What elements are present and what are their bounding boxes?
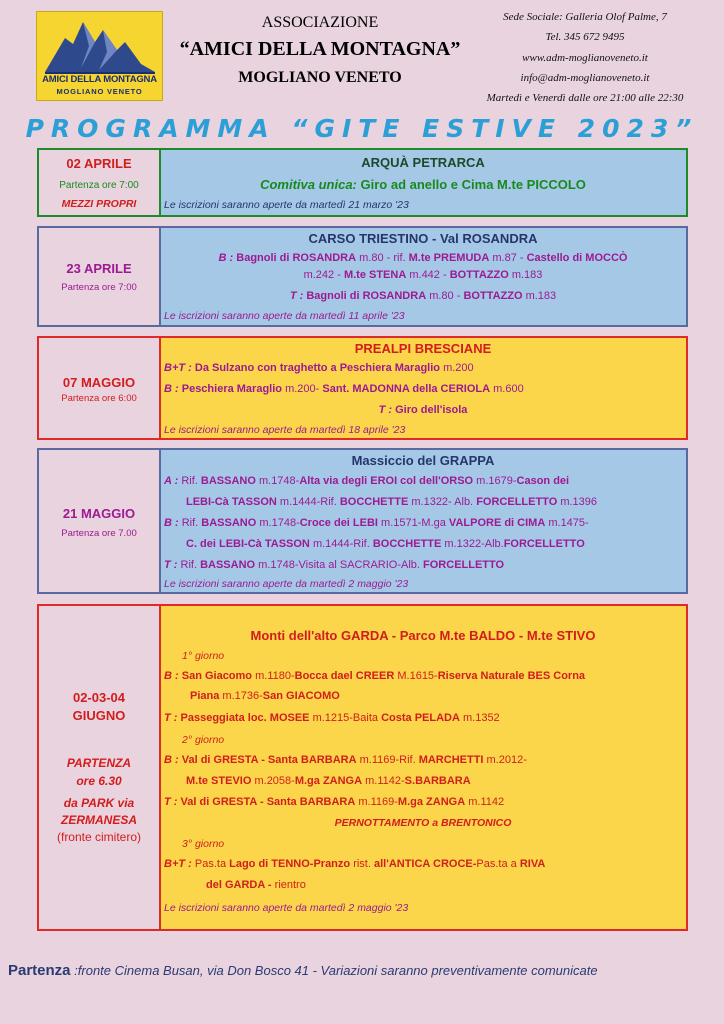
trip-date-month: GIUGNO (72, 708, 126, 723)
trip-route-line: B : Rif. BASSANO m.1748-Croce dei LEBI m.1571-M.ga VALPORE di CIMA m.1475- (164, 517, 589, 529)
association-town: MOGLIANO VENETO (238, 69, 402, 86)
trip-route-line: M.te STEVIO m.2058-M.ga ZANGA m.1142-S.BARBARA (186, 775, 471, 787)
page-title: PROGRAMMA “GITE ESTIVE 2023” (25, 114, 699, 143)
contact-hours: Martedì e Venerdì dalle ore 21:00 alle 22:30 (486, 92, 684, 104)
trip-route-line: T : Rif. BASSANO m.1748-Visita al SACRARIO-Alb. FORCELLETTO (164, 559, 505, 571)
trip-date: 07 MAGGIO (62, 375, 136, 390)
trip-route-line: del GARDA - rientro (206, 879, 306, 891)
trip-route-line: B+T : Pas.ta Lago di TENNO-Pranzo rist. all'ANTICA CROCE-Pas.ta a RIVA (164, 858, 546, 870)
trip-3-details (160, 338, 686, 438)
trip-route-line: m.242 - M.te STENA m.442 - BOTTAZZO m.183 (303, 269, 543, 281)
trip-route-line: B : Bagnoli di ROSANDRA m.80 - rif. M.te PREMUDA m.87 - Castello di MOCCÒ (218, 252, 628, 264)
trip-2-date-panel (39, 228, 161, 325)
association-label: ASSOCIAZIONE (261, 14, 379, 31)
trip-departure: PARTENZA (66, 756, 132, 770)
trip-card-4 (37, 448, 688, 594)
trip-day-label: 2° giorno (182, 734, 225, 746)
trip-day-label: 1° giorno (182, 650, 225, 662)
trip-route-line: B : Val di GRESTA - Santa BARBARA m.1169-Rif. MARCHETTI m.2012- (164, 754, 527, 766)
trip-departure: Partenza ore 7:00 (61, 282, 137, 293)
trip-card-5 (37, 604, 688, 931)
contact-phone: Tel. 345 672 9495 (545, 31, 625, 43)
trip-route-line: B : San Giacomo m.1180-Bocca dael CREER M.1615-Riserva Naturale BES Corna (164, 670, 586, 682)
trip-transport-note: MEZZI PROPRI (61, 198, 137, 210)
trip-departure: Partenza ore 6:00 (61, 393, 137, 404)
trip-date: 23 APRILE (66, 261, 132, 276)
footer-note: Partenza :fronte Cinema Busan, via Don Bosco 41 - Variazioni saranno preventivamente comunicate (8, 962, 598, 979)
trip-departure: Partenza ore 7:00 (59, 180, 139, 191)
trip-route: Comitiva unica: Giro ad anello e Cima M.te PICCOLO (260, 177, 586, 192)
logo-subtitle: MOGLIANO VENETO (56, 87, 143, 96)
trip-route-line: T : Val di GRESTA - Santa BARBARA m.1169-M.ga ZANGA m.1142 (164, 796, 505, 808)
trip-name: CARSO TRIESTINO - Val ROSANDRA (308, 231, 538, 246)
trip-overnight: PERNOTTAMENTO a BRENTONICO (334, 817, 512, 829)
trip-card-1 (37, 148, 688, 217)
trip-date: 21 MAGGIO (62, 506, 136, 521)
trip-4-details (160, 450, 686, 592)
trip-route-line: B : Peschiera Maraglio m.200- Sant. MADONNA della CERIOLA m.600 (164, 383, 524, 395)
trip-inscriptions: Le iscrizioni saranno aperte da martedì 18 aprile '23 (164, 424, 406, 436)
trip-departure-time: ore 6.30 (76, 774, 122, 788)
trip-inscriptions: Le iscrizioni saranno aperte da martedì 11 aprile '23 (164, 310, 405, 322)
trip-4-date-panel (39, 450, 161, 592)
trip-inscriptions: Le iscrizioni saranno aperte da martedì 2 maggio '23 (164, 902, 409, 914)
trip-3-date-panel (39, 338, 161, 438)
trip-departure-street: ZERMANESA (60, 813, 137, 827)
trip-1-date-panel (39, 150, 161, 215)
trip-route-line: T : Giro dell'isola (378, 404, 468, 416)
trip-name: Massiccio del GRAPPA (351, 453, 495, 468)
trip-card-2 (37, 226, 688, 327)
trip-inscriptions: Le iscrizioni saranno aperte da martedì 21 marzo '23 (164, 199, 409, 211)
association-logo (36, 11, 163, 101)
trip-2-details (160, 228, 686, 325)
logo-title: AMICI DELLA MONTAGNA (42, 74, 157, 85)
trip-card-3 (37, 336, 688, 440)
trip-route-line: LEBI-Cà TASSON m.1444-Rif. BOCCHETTE m.1322- Alb. FORCELLETTO m.1396 (186, 496, 598, 508)
trip-route-line: B+T : Da Sulzano con traghetto a Peschiera Maraglio m.200 (164, 362, 474, 374)
trip-route-line: Piana m.1736-San GIACOMO (190, 690, 340, 702)
trip-route-line: C. dei LEBI-Cà TASSON m.1444-Rif. BOCCHETTE m.1322-Alb.FORCELLETTO (186, 538, 585, 550)
trip-departure-place: da PARK via (63, 796, 135, 810)
trip-date: 02 APRILE (66, 156, 132, 171)
trip-departure-note: (fronte cimitero) (56, 830, 142, 844)
contact-address: Sede Sociale: Galleria Olof Palme, 7 (503, 11, 667, 23)
trip-date: 02-03-04 (72, 690, 126, 705)
contact-website[interactable]: www.adm-moglianoveneto.it (522, 52, 648, 64)
trip-5-details (160, 606, 686, 929)
trip-inscriptions: Le iscrizioni saranno aperte da martedì 2 maggio '23 (164, 578, 409, 590)
trip-departure: Partenza ore 7.00 (61, 528, 137, 539)
trip-route-line: A : Rif. BASSANO m.1748-Alta via degli EROI col dell'ORSO m.1679-Cason dei (164, 475, 570, 487)
trip-name: PREALPI BRESCIANE (354, 341, 492, 356)
trip-day-label: 3° giorno (182, 838, 225, 850)
trip-5-date-panel (39, 606, 161, 929)
trip-route-line: T : Bagnoli di ROSANDRA m.80 - BOTTAZZO m.183 (289, 290, 557, 302)
contact-email[interactable]: info@adm-moglianoveneto.it (520, 72, 650, 84)
association-name: “AMICI DELLA MONTAGNA” (179, 38, 461, 60)
trip-1-details (160, 150, 686, 215)
trip-name: ARQUÀ PETRARCA (361, 155, 485, 170)
trip-name: Monti dell'alto GARDA - Parco M.te BALDO - M.te STIVO (250, 628, 596, 643)
trip-route-line: T : Passeggiata loc. MOSEE m.1215-Baita Costa PELADA m.1352 (164, 712, 500, 724)
